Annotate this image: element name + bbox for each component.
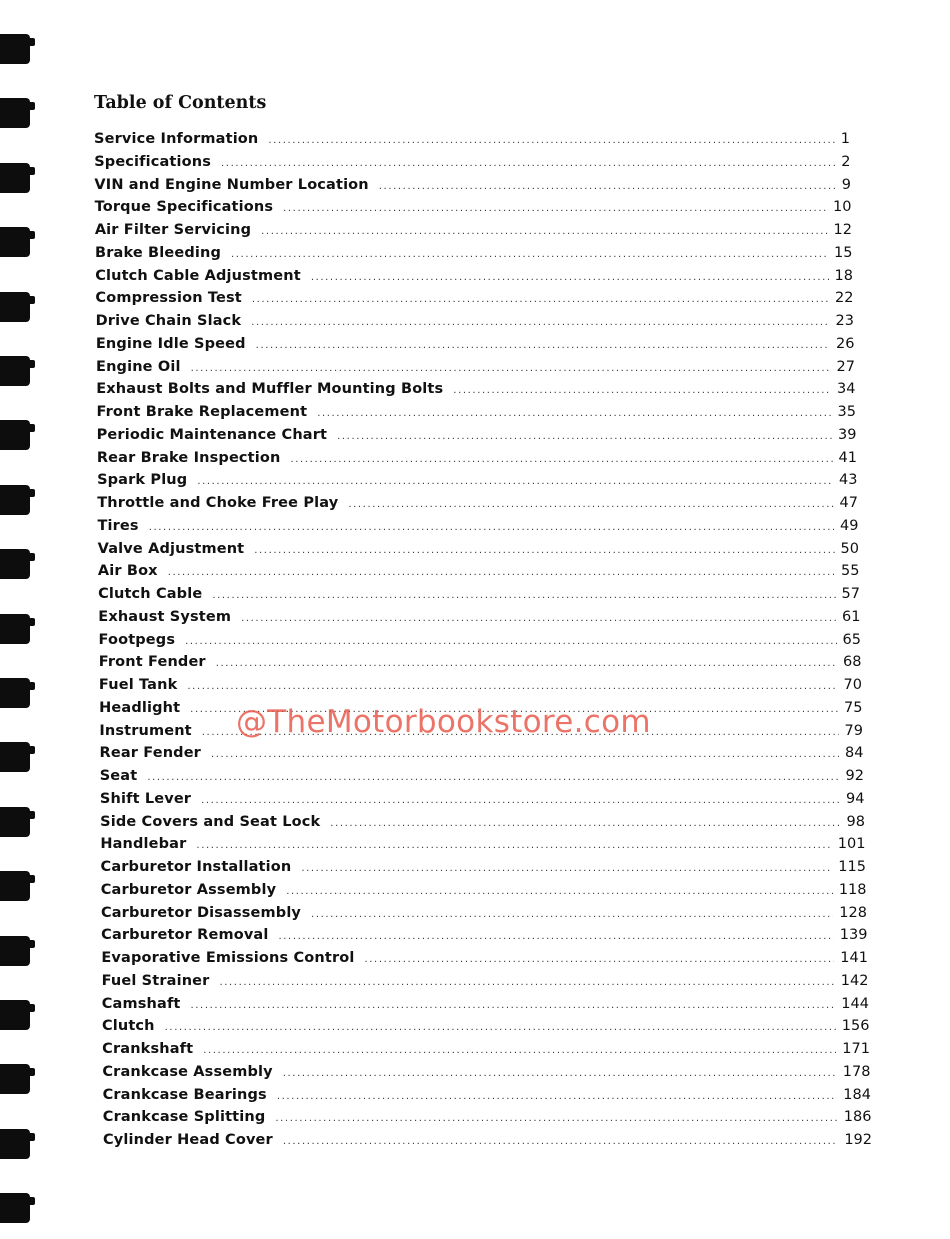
toc-entry — [100, 768, 864, 790]
dot-leader — [330, 818, 840, 829]
toc-entry-page-number: 55 — [841, 563, 860, 580]
dot-leader — [301, 863, 832, 874]
toc-entry-title: Side Covers and Seat Lock — [100, 813, 321, 830]
binding-ring — [0, 742, 30, 772]
toc-entry-title: Carburetor Installation — [100, 859, 292, 875]
toc-entry — [99, 677, 862, 699]
toc-entry-title: Brake Bleeding — [95, 244, 221, 261]
toc-entry-title: Torque Specifications — [94, 199, 274, 216]
binding-ring — [0, 292, 30, 322]
toc-entry — [96, 313, 854, 335]
toc-entry — [98, 563, 860, 585]
dot-leader — [197, 476, 833, 487]
binding-ring — [0, 807, 30, 837]
spiral-binding — [0, 0, 44, 1239]
toc-entry-page-number: 41 — [838, 449, 857, 466]
binding-ring — [0, 420, 30, 450]
toc-entry-title: Exhaust System — [98, 608, 232, 625]
toc-entry — [98, 541, 859, 563]
dot-leader — [221, 158, 835, 169]
toc-entry-page-number: 18 — [834, 267, 853, 284]
toc-entry — [99, 632, 862, 654]
toc-entry — [103, 1109, 872, 1131]
toc-entry — [102, 1041, 870, 1063]
toc-entry-page-number: 34 — [837, 381, 856, 398]
toc-entry-title: Air Box — [97, 563, 158, 580]
dot-leader — [275, 1113, 837, 1124]
toc-entry — [96, 404, 856, 426]
dot-leader — [254, 545, 834, 556]
toc-entry — [97, 450, 857, 472]
dot-leader — [165, 1022, 836, 1033]
toc-entry-page-number: 192 — [844, 1132, 872, 1148]
toc-entry-title: Periodic Maintenance Chart — [96, 426, 328, 443]
binding-ring — [0, 34, 30, 64]
dot-leader — [286, 886, 833, 897]
toc-entry-title: VIN and Engine Number Location — [94, 176, 369, 193]
toc-entry-page-number: 23 — [835, 313, 854, 329]
toc-entry — [102, 1018, 870, 1040]
toc-entry-page-number: 2 — [841, 153, 851, 170]
toc-entry — [102, 1064, 870, 1086]
toc-entry — [100, 814, 865, 836]
dot-leader — [279, 931, 834, 942]
toc-entry-title: Valve Adjustment — [97, 540, 245, 557]
toc-entry-title: Engine Idle Speed — [95, 335, 246, 352]
toc-entry — [96, 381, 855, 403]
dot-leader — [203, 1045, 836, 1056]
dot-leader — [201, 795, 840, 806]
toc-entry — [97, 427, 857, 449]
toc-entry-page-number: 10 — [833, 199, 852, 216]
toc-entry — [101, 882, 867, 904]
toc-entry-title: Crankcase Splitting — [102, 1109, 266, 1126]
toc-entry-title: Front Brake Replacement — [96, 404, 308, 420]
toc-entry-page-number: 186 — [843, 1109, 872, 1126]
binding-ring — [0, 98, 30, 128]
dot-leader — [216, 658, 837, 669]
toc-entry — [101, 859, 866, 881]
toc-entry-title: Air Filter Servicing — [94, 222, 252, 238]
binding-ring — [0, 163, 30, 193]
dot-leader — [268, 135, 834, 146]
toc-entry-page-number: 15 — [834, 244, 853, 261]
toc-entry — [98, 586, 860, 608]
dot-leader — [147, 772, 839, 783]
toc-entry-page-number: 101 — [837, 836, 866, 853]
toc-entry-page-number: 47 — [839, 495, 858, 511]
toc-entry-title: Service Information — [94, 131, 259, 147]
dot-leader — [251, 317, 829, 328]
toc-entry-page-number: 50 — [840, 540, 859, 557]
toc-entry — [96, 359, 855, 381]
dot-leader — [283, 1136, 838, 1147]
binding-ring — [0, 1193, 30, 1223]
toc-entry-title: Carburetor Assembly — [100, 881, 277, 898]
toc-entry — [101, 927, 867, 949]
binding-ring — [0, 614, 30, 644]
toc-entry — [95, 245, 852, 267]
binding-ring — [0, 1129, 30, 1159]
toc-entry-page-number: 118 — [838, 881, 867, 898]
dot-leader — [185, 636, 836, 647]
toc-entry — [101, 950, 868, 972]
toc-entry — [103, 1087, 871, 1109]
toc-entry-page-number: 61 — [842, 608, 861, 625]
dot-leader — [168, 567, 835, 578]
toc-entry — [95, 268, 853, 290]
toc-entry-page-number: 84 — [845, 745, 864, 762]
toc-entry-page-number: 57 — [841, 586, 860, 602]
toc-entry-title: Crankcase Bearings — [102, 1086, 267, 1103]
toc-entry-page-number: 65 — [842, 631, 861, 648]
toc-entry — [95, 222, 852, 244]
toc-entry — [103, 1132, 872, 1154]
toc-entry-title: Front Fender — [98, 654, 206, 671]
dot-leader — [317, 408, 831, 419]
toc-entry-page-number: 139 — [839, 927, 868, 944]
dot-leader — [231, 249, 828, 260]
binding-ring — [0, 227, 30, 257]
toc-entry-page-number: 12 — [833, 222, 852, 238]
toc-entry — [96, 336, 855, 358]
binding-ring — [0, 678, 30, 708]
binding-ring — [0, 549, 30, 579]
toc-entry-title: Drive Chain Slack — [95, 313, 242, 329]
toc-entry — [99, 723, 863, 745]
toc-entry-page-number: 22 — [835, 290, 854, 307]
toc-entry-page-number: 49 — [840, 517, 859, 534]
toc-entry-title: Tires — [97, 517, 139, 534]
toc-entry — [100, 791, 865, 813]
toc-entry-page-number: 35 — [837, 404, 856, 420]
toc-entry-title: Spark Plug — [97, 472, 188, 489]
binding-ring — [0, 871, 30, 901]
toc-entry-title: Carburetor Disassembly — [100, 904, 302, 921]
dot-leader — [379, 181, 836, 192]
toc-entry — [97, 495, 858, 517]
toc-entry-page-number: 144 — [841, 995, 869, 1012]
watermark: @TheMotorbookstore.com — [236, 704, 651, 740]
dot-leader — [252, 294, 829, 305]
toc-entry-title: Fuel Strainer — [101, 972, 210, 989]
toc-entry-page-number: 142 — [840, 972, 869, 989]
toc-entry-page-number: 79 — [844, 722, 863, 739]
dot-leader — [364, 954, 834, 965]
toc-entry — [97, 518, 858, 540]
toc-entry-title: Cylinder Head Cover — [103, 1132, 273, 1148]
toc-entry — [102, 973, 869, 995]
toc-entry-title: Carburetor Removal — [101, 927, 269, 944]
toc-entry-title: Rear Fender — [99, 745, 201, 762]
toc-entry — [94, 154, 850, 176]
binding-ring — [0, 485, 30, 515]
dot-leader — [261, 226, 827, 237]
toc-entry-page-number: 27 — [836, 358, 855, 375]
dot-leader — [453, 385, 831, 396]
toc-entry — [100, 745, 864, 767]
dot-leader — [283, 1068, 837, 1079]
binding-ring — [0, 936, 30, 966]
dot-leader — [290, 454, 832, 465]
dot-leader — [202, 727, 839, 738]
toc-entry-page-number: 68 — [843, 654, 862, 671]
dot-leader — [212, 590, 835, 601]
toc-entry — [99, 654, 862, 676]
toc-entry-title: Crankcase Assembly — [102, 1063, 273, 1080]
toc-entry-title: Engine Oil — [96, 358, 181, 375]
toc-entry — [94, 131, 850, 153]
toc-entry-page-number: 75 — [844, 699, 863, 716]
binding-ring — [0, 1000, 30, 1030]
toc-entry-page-number: 171 — [842, 1041, 870, 1057]
toc-entry-title: Seat — [99, 768, 138, 784]
toc-entry-page-number: 184 — [843, 1086, 871, 1103]
dot-leader — [256, 340, 830, 351]
dot-leader — [311, 909, 833, 920]
toc-entry-page-number: 94 — [846, 790, 865, 807]
toc-entry-title: Exhaust Bolts and Muffler Mounting Bolts — [96, 381, 444, 398]
toc-entry-page-number: 70 — [843, 677, 862, 693]
dot-leader — [211, 749, 839, 760]
toc-entry-title: Specifications — [94, 153, 212, 170]
dot-leader — [219, 977, 834, 988]
toc-entry-page-number: 1 — [840, 131, 850, 147]
toc-entry-title: Compression Test — [95, 290, 242, 307]
dot-leader — [348, 499, 833, 510]
toc-entry-page-number: 128 — [839, 904, 867, 921]
dot-leader — [277, 1091, 837, 1102]
dot-leader — [337, 431, 832, 442]
toc-entry-title: Footpegs — [98, 631, 176, 648]
toc-entry-title: Handlebar — [100, 836, 187, 853]
toc-entry-page-number: 9 — [841, 176, 851, 193]
toc-entry — [95, 199, 852, 221]
toc-entry-title: Shift Lever — [99, 790, 192, 807]
toc-entry-title: Throttle and Choke Free Play — [97, 495, 339, 511]
toc-entry-page-number: 178 — [842, 1063, 871, 1080]
dot-leader — [311, 272, 829, 283]
toc-entry-page-number: 141 — [840, 950, 868, 966]
toc-entry-page-number: 39 — [838, 426, 857, 443]
dot-leader — [241, 613, 836, 624]
dot-leader — [190, 1000, 835, 1011]
toc-entry-title: Clutch — [101, 1018, 155, 1035]
toc-entry — [95, 290, 853, 312]
toc-entry — [94, 177, 851, 199]
toc-entry-page-number: 115 — [838, 859, 866, 875]
dot-leader — [283, 203, 827, 214]
toc-entry-title: Camshaft — [101, 995, 181, 1012]
toc-entry-page-number: 26 — [836, 335, 855, 352]
toc-entry-title: Evaporative Emissions Control — [101, 950, 355, 966]
toc-entry — [100, 836, 865, 858]
toc-entry-title: Instrument — [99, 722, 192, 739]
dot-leader — [190, 704, 838, 715]
toc-entry-title: Fuel Tank — [98, 677, 178, 693]
toc-entry-title: Clutch Cable Adjustment — [95, 267, 301, 284]
toc-entry-page-number: 92 — [845, 768, 864, 784]
page-title: Table of Contents — [94, 93, 267, 113]
toc-entry-title: Rear Brake Inspection — [96, 449, 281, 466]
toc-entry-page-number: 156 — [841, 1018, 870, 1035]
dot-leader — [196, 840, 831, 851]
toc-entry — [97, 472, 857, 494]
binding-ring — [0, 1064, 30, 1094]
toc-entry-page-number: 43 — [839, 472, 858, 489]
toc-entry — [99, 700, 862, 722]
toc-entry-title: Headlight — [99, 699, 181, 716]
toc-entry — [98, 609, 860, 631]
toc-entry-page-number: 98 — [846, 813, 865, 830]
toc-entry — [102, 996, 869, 1018]
toc-entry-title: Clutch Cable — [98, 586, 203, 602]
dot-leader — [149, 522, 834, 533]
dot-leader — [187, 681, 837, 692]
binding-ring — [0, 356, 30, 386]
toc-entry — [101, 905, 867, 927]
dot-leader — [191, 363, 831, 374]
toc-entry-title: Crankshaft — [102, 1041, 194, 1057]
